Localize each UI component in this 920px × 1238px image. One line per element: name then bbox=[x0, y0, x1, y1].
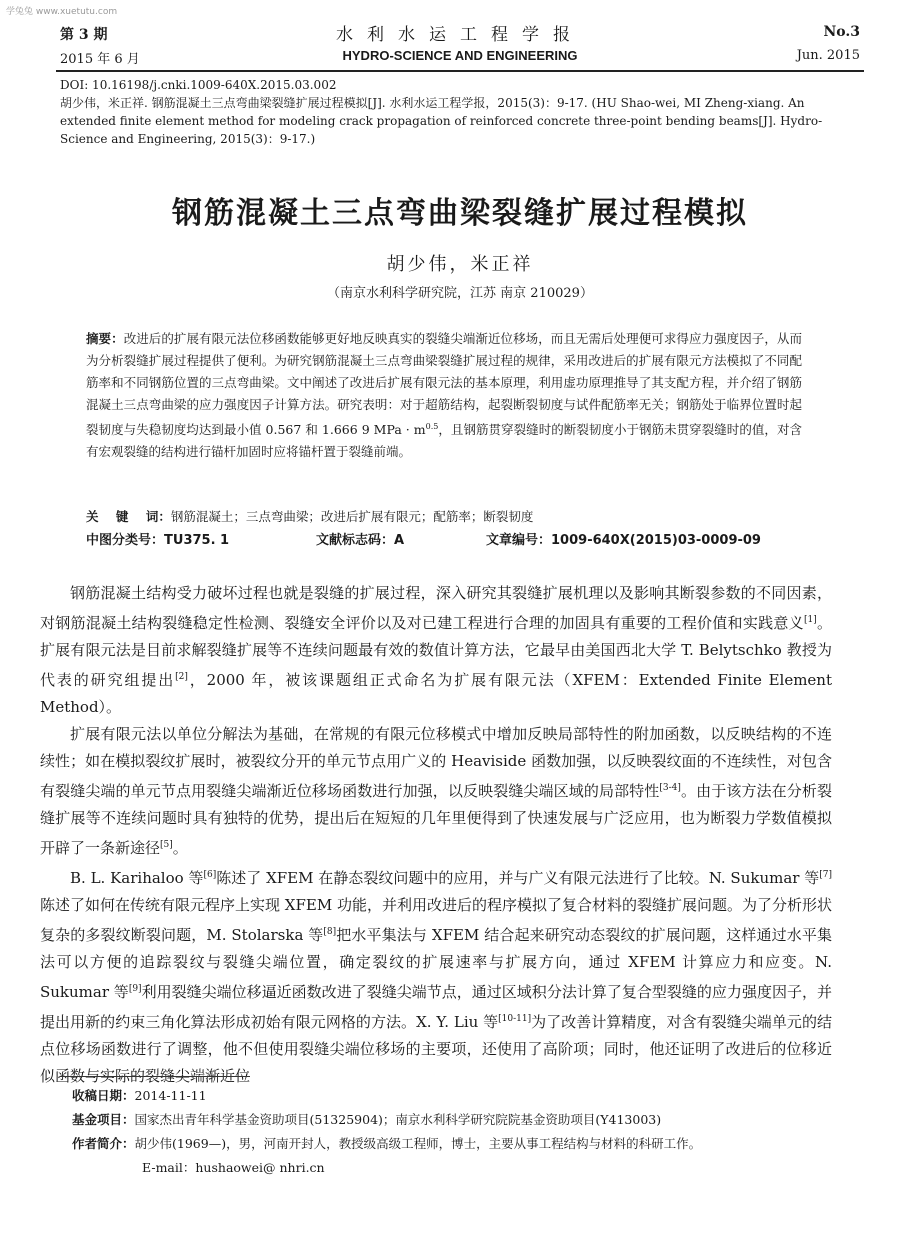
paragraph-3: B. L. Karihaloo 等[6]陈述了 XFEM 在静态裂纹问题中的应用，并与广义有限元法进行了比较。N. Sukumar 等[7]陈述了如何在传统有限元程序上实现 XFEM 功能，并利用改进后的程序模拟了复合材料的裂缝扩展问题。为了分析形状复杂的多裂纹断裂问题，M. Stolarska 等[8]把水平集法与 XFEM 结合起来研究动态裂纹的扩展问题，这样通过水平集法可以方便的追踪裂纹与裂缝尖端位置，确定裂纹的扩展速率与扩展方向，通过 XFEM 计算应力和应变。N. Sukumar 等[9]利用裂缝尖端位移逼近函数改进了裂缝尖端节点，通过区域积分法计算了复合型裂缝的应力强度因子，并提出用新的约束三角化算法形成初始有限元网格的方法。X. Y. Liu 等[10-11]为了改善计算精度，对含有裂缝尖端单元的结点位移场函数进行了调整，他不但使用裂缝尖端位移场的主要项，还使用了高阶项；同时，他还证明了改进后的位移近似函数与实际的裂缝尖端渐近位 bbox=[40, 869, 833, 1085]
paragraph-1: 钢筋混凝土结构受力破坏过程也就是裂缝的扩展过程，深入研究其裂缝扩展机理以及影响其断裂参数的不同因素，对钢筋混凝土结构裂缝稳定性检测、裂缝安全评价以及对已建工程进行合理的加固具有重要的工程价值和实践意义[1]。扩展有限元法是目前求解裂缝扩展等不连续问题最有效的数值计算方法，它最早由美国西北大学 T. Belytschko 教授为代表的研究组提出[2]，2000 年，被该课题组正式命名为扩展有限元法（XFEM：Extended Finite Element Method）。 bbox=[40, 584, 832, 716]
abstract-text: 改进后的扩展有限元法位移函数能够更好地反映真实的裂缝尖端渐近位移场，而且无需后处理便可求得应力强度因子，从而为分析裂缝扩展过程提供了便利。为研究钢筋混凝土三点弯曲梁裂缝扩展过程的规律，采用改进后的扩展有限元方法模拟了不同配筋率和不同钢筋位置的三点弯曲梁。文中阐述了改进后扩展有限元法的基本原理，利用虚功原理推导了其支配方程，并介绍了钢筋混凝土三点弯曲梁的应力强度因子计算方法。研究表明：对于超筋结构，起裂断裂韧度与试件配筋率无关；钢筋处于临界位置时起裂韧度与失稳韧度均达到最小值 0.567 和 1.666 9 MPa · m bbox=[86, 331, 802, 438]
citation-text: 胡少伟，米正祥. 钢筋混凝土三点弯曲梁裂缝扩展过程模拟[J]. 水利水运工程学报，2015(3)：9-17. (HU Shao-wei, MI Zheng-xiang. An extended finite element method for modeling crack propagation of reinforced concrete three-point bending beams[J]. Hydro-Science and Engineering, 2015(3)：9-17.) bbox=[60, 96, 823, 146]
doi: DOI: 10.16198/j.cnki.1009-640X.2015.03.002 bbox=[60, 78, 337, 92]
ref-10-11: [10-11] bbox=[498, 1014, 532, 1024]
author-email: E-mail：hushaowei@ nhri.cn bbox=[142, 1160, 325, 1175]
issue-date-en: Jun. 2015 bbox=[796, 48, 860, 63]
clc-label: 中图分类号： bbox=[86, 533, 165, 548]
authors: 胡少伟，米正祥 bbox=[386, 254, 534, 275]
journal-title-cn: 水利水运工程学报 bbox=[336, 25, 584, 45]
article-number-value: 1009-640X(2015)03-0009-09 bbox=[551, 533, 761, 548]
keywords-text: 钢筋混凝土；三点弯曲梁；改进后扩展有限元；配筋率；断裂韧度 bbox=[170, 509, 534, 524]
footnote-rule bbox=[60, 1076, 250, 1077]
ref-3-4: [3-4] bbox=[659, 783, 681, 793]
ref-2: [2] bbox=[175, 672, 188, 682]
ref-8: [8] bbox=[323, 927, 337, 937]
ref-6: [6] bbox=[203, 870, 217, 880]
keywords bbox=[86, 506, 802, 528]
page-header bbox=[0, 20, 920, 70]
issue-date-cn: 2015 年 6 月 bbox=[60, 52, 140, 67]
paragraph-2: 扩展有限元法以单位分解法为基础，在常规的有限元位移模式中增加反映局部特性的附加函数，以反映结构的不连续性；如在模拟裂纹扩展时，被裂纹分开的单元节点用广义的 Heaviside 函数加强，以反映裂纹面的不连续性，对包含有裂缝尖端的单元节点用裂缝尖端渐近位移场函数进行加强，以反映裂缝尖端区域的局部特性[3-4]。由于该方法在分析裂缝扩展等不连续问题时具有独特的优势，提出后在短短的几年里便得到了快速发展与广泛应用，也为断裂力学数值模拟开辟了一条新途径[5]。 bbox=[40, 725, 832, 857]
footnotes bbox=[72, 1084, 820, 1180]
ref-5: [5] bbox=[160, 840, 173, 850]
received-date: 收稿日期：2014-11-11 bbox=[72, 1088, 207, 1103]
body-text bbox=[40, 580, 832, 1090]
abstract-exponent: 0.5 bbox=[425, 422, 439, 431]
article-number-label: 文章编号： bbox=[486, 533, 552, 548]
paper-title: 钢筋混凝土三点弯曲梁裂缝扩展过程模拟 bbox=[172, 196, 748, 231]
abstract bbox=[86, 328, 802, 463]
funding: 基金项目：国家杰出青年科学基金资助项目(51325904)；南京水利科学研究院院基金资助项目(Y413003) bbox=[72, 1112, 662, 1127]
classification-row bbox=[86, 530, 802, 552]
abstract-text-end: ，且钢筋贯穿裂缝时的断裂韧度小于钢筋未贯穿裂缝时的值，对含有宏观裂缝的结构进行锚杆加固时应将锚杆置于裂缝前端。 bbox=[86, 422, 802, 460]
clc-value: TU375. 1 bbox=[164, 533, 230, 548]
ref-1: [1] bbox=[803, 615, 817, 625]
issue-number-en: No.3 bbox=[823, 24, 860, 40]
ref-9: [9] bbox=[128, 984, 142, 994]
issue-number: 第 3 期 bbox=[60, 27, 108, 43]
doc-code-value: A bbox=[394, 533, 405, 548]
keywords-label: 关 键 词： bbox=[86, 509, 171, 524]
journal-title-en: HYDRO-SCIENCE AND ENGINEERING bbox=[342, 48, 578, 63]
abstract-label: 摘要： bbox=[86, 331, 124, 346]
header-rule bbox=[56, 70, 864, 72]
author-bio: 作者简介：胡少伟(1969—)，男，河南开封人，教授级高级工程师，博士，主要从事工程结构与材料的科研工作。 bbox=[72, 1136, 702, 1151]
doc-code-label: 文献标志码： bbox=[316, 533, 395, 548]
ref-7: [7] bbox=[819, 870, 833, 880]
watermark: 学兔兔 www.xuetutu.com bbox=[6, 7, 118, 17]
affiliation: （南京水利科学研究院，江苏 南京 210029） bbox=[327, 286, 593, 301]
citation-block bbox=[60, 76, 860, 148]
